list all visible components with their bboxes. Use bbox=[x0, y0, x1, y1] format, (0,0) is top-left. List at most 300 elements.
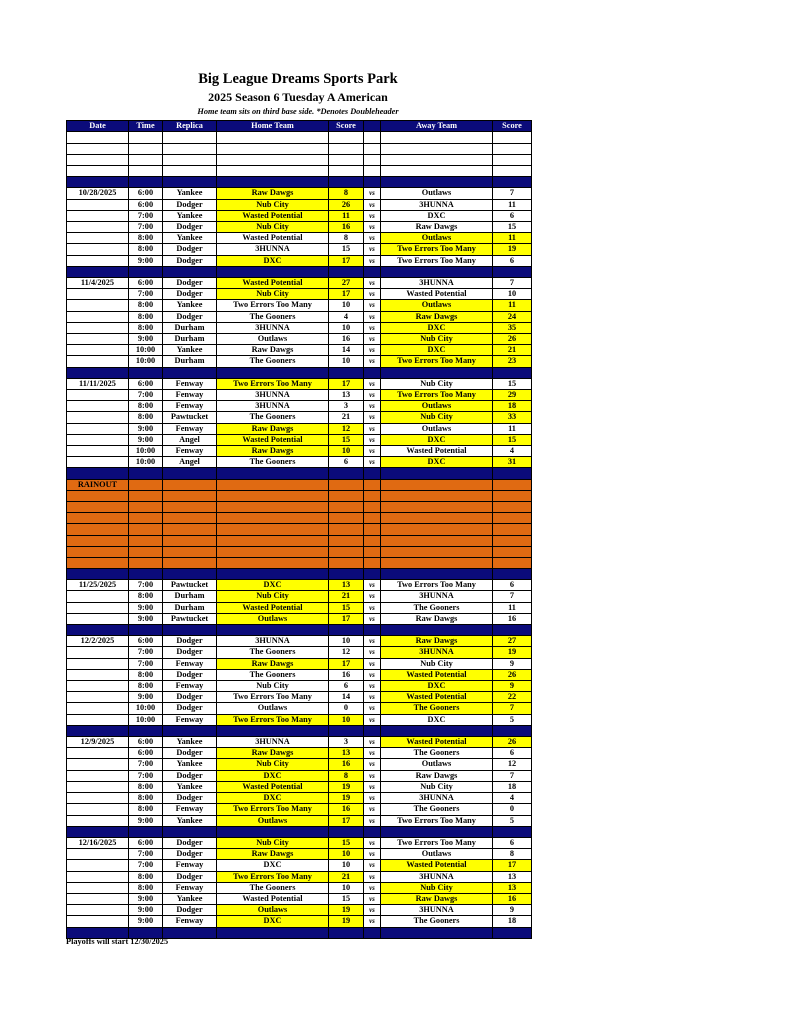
game-time: 7:00 bbox=[129, 658, 163, 669]
separator-cell bbox=[129, 177, 163, 188]
empty-cell bbox=[67, 871, 129, 882]
away-team: Outlaws bbox=[381, 300, 493, 311]
empty-cell bbox=[67, 658, 129, 669]
game-row bbox=[67, 871, 532, 882]
away-team: Outlaws bbox=[381, 759, 493, 770]
game-time: 6:00 bbox=[129, 199, 163, 210]
game-time: 8:00 bbox=[129, 401, 163, 412]
game-time: 6:00 bbox=[129, 748, 163, 759]
rainout-cell bbox=[364, 557, 381, 568]
rainout-cell bbox=[329, 546, 364, 557]
home-team: Nub City bbox=[217, 759, 329, 770]
away-score: 26 bbox=[493, 333, 532, 344]
home-team: Wasted Potential bbox=[217, 233, 329, 244]
home-team: Wasted Potential bbox=[217, 210, 329, 221]
empty-cell bbox=[381, 154, 493, 165]
separator-cell bbox=[67, 569, 129, 580]
game-row bbox=[67, 681, 532, 692]
away-team: DXC bbox=[381, 714, 493, 725]
rainout-cell bbox=[329, 513, 364, 524]
game-row bbox=[67, 905, 532, 916]
empty-cell bbox=[67, 647, 129, 658]
rainout-cell bbox=[493, 535, 532, 546]
replica-field: Yankee bbox=[163, 345, 217, 356]
game-row bbox=[67, 916, 532, 927]
replica-field: Fenway bbox=[163, 681, 217, 692]
vs-label: vs bbox=[364, 434, 381, 445]
game-time: 7:00 bbox=[129, 210, 163, 221]
schedule-header-row bbox=[67, 121, 532, 132]
away-team: The Gooners bbox=[381, 748, 493, 759]
separator-cell bbox=[67, 468, 129, 479]
home-score: 8 bbox=[329, 188, 364, 199]
game-time: 10:00 bbox=[129, 345, 163, 356]
vs-label: vs bbox=[364, 714, 381, 725]
empty-cell bbox=[67, 669, 129, 680]
rainout-cell bbox=[381, 557, 493, 568]
separator-cell bbox=[364, 367, 381, 378]
vs-label: vs bbox=[364, 781, 381, 792]
away-team: Wasted Potential bbox=[381, 692, 493, 703]
week-date: 11/11/2025 bbox=[67, 378, 129, 389]
away-team: Nub City bbox=[381, 412, 493, 423]
separator-cell bbox=[129, 725, 163, 736]
game-row bbox=[67, 804, 532, 815]
home-team: 3HUNNA bbox=[217, 636, 329, 647]
home-score: 8 bbox=[329, 233, 364, 244]
game-time: 8:00 bbox=[129, 793, 163, 804]
vs-label: vs bbox=[364, 445, 381, 456]
replica-field: Yankee bbox=[163, 737, 217, 748]
home-team: Wasted Potential bbox=[217, 434, 329, 445]
game-time: 8:00 bbox=[129, 804, 163, 815]
home-score: 13 bbox=[329, 580, 364, 591]
playoffs-note: Playoffs will start 12/30/2025 bbox=[66, 937, 169, 946]
home-score: 26 bbox=[329, 199, 364, 210]
rainout-cell bbox=[217, 557, 329, 568]
game-time: 8:00 bbox=[129, 311, 163, 322]
away-score: 15 bbox=[493, 434, 532, 445]
away-score: 11 bbox=[493, 602, 532, 613]
vs-label: vs bbox=[364, 591, 381, 602]
game-time: 7:00 bbox=[129, 759, 163, 770]
away-score: 24 bbox=[493, 311, 532, 322]
rainout-cell bbox=[129, 479, 163, 490]
game-time: 6:00 bbox=[129, 277, 163, 288]
page-title: Big League Dreams Sports Park bbox=[198, 71, 398, 87]
empty-cell bbox=[67, 311, 129, 322]
separator-cell bbox=[329, 927, 364, 938]
rainout-cell bbox=[493, 546, 532, 557]
game-row bbox=[67, 233, 532, 244]
away-team: Wasted Potential bbox=[381, 289, 493, 300]
separator-cell bbox=[493, 927, 532, 938]
home-score: 3 bbox=[329, 737, 364, 748]
separator-cell bbox=[381, 367, 493, 378]
game-time: 6:00 bbox=[129, 188, 163, 199]
empty-cell bbox=[67, 333, 129, 344]
game-row bbox=[67, 882, 532, 893]
replica-field: Angel bbox=[163, 434, 217, 445]
away-score: 5 bbox=[493, 815, 532, 826]
away-team: Raw Dawgs bbox=[381, 636, 493, 647]
replica-field: Dodger bbox=[163, 905, 217, 916]
away-team: Wasted Potential bbox=[381, 737, 493, 748]
rainout-cell bbox=[129, 490, 163, 501]
separator-cell bbox=[163, 569, 217, 580]
game-row bbox=[67, 714, 532, 725]
empty-cell bbox=[67, 714, 129, 725]
empty-cell bbox=[163, 154, 217, 165]
away-score: 13 bbox=[493, 882, 532, 893]
vs-label: vs bbox=[364, 804, 381, 815]
empty-cell bbox=[67, 423, 129, 434]
replica-field: Fenway bbox=[163, 401, 217, 412]
home-score: 17 bbox=[329, 658, 364, 669]
separator-cell bbox=[67, 826, 129, 837]
away-score: 6 bbox=[493, 748, 532, 759]
away-score: 18 bbox=[493, 781, 532, 792]
empty-cell bbox=[67, 322, 129, 333]
separator-cell bbox=[493, 725, 532, 736]
replica-field: Pawtucket bbox=[163, 412, 217, 423]
blank-row bbox=[67, 154, 532, 165]
rainout-row bbox=[67, 479, 532, 490]
empty-cell bbox=[329, 154, 364, 165]
game-row bbox=[67, 893, 532, 904]
replica-field: Fenway bbox=[163, 860, 217, 871]
home-score: 4 bbox=[329, 311, 364, 322]
empty-cell bbox=[67, 389, 129, 400]
rainout-row bbox=[67, 524, 532, 535]
replica-field: Dodger bbox=[163, 837, 217, 848]
week-date: 11/4/2025 bbox=[67, 277, 129, 288]
replica-field: Dodger bbox=[163, 793, 217, 804]
replica-field: Dodger bbox=[163, 692, 217, 703]
rainout-row bbox=[67, 535, 532, 546]
game-time: 8:00 bbox=[129, 871, 163, 882]
rainout-cell bbox=[329, 490, 364, 501]
rainout-cell bbox=[163, 501, 217, 512]
replica-field: Yankee bbox=[163, 893, 217, 904]
game-time: 10:00 bbox=[129, 703, 163, 714]
empty-cell bbox=[493, 132, 532, 143]
away-score: 7 bbox=[493, 591, 532, 602]
home-team: Wasted Potential bbox=[217, 602, 329, 613]
separator-cell bbox=[163, 367, 217, 378]
home-team: Two Errors Too Many bbox=[217, 714, 329, 725]
separator-cell bbox=[217, 725, 329, 736]
home-score: 21 bbox=[329, 591, 364, 602]
separator-cell bbox=[364, 625, 381, 636]
away-team: DXC bbox=[381, 434, 493, 445]
away-team: Outlaws bbox=[381, 188, 493, 199]
replica-field: Fenway bbox=[163, 882, 217, 893]
home-score: 10 bbox=[329, 849, 364, 860]
away-score: 7 bbox=[493, 277, 532, 288]
game-row bbox=[67, 860, 532, 871]
away-team: DXC bbox=[381, 345, 493, 356]
replica-field: Angel bbox=[163, 457, 217, 468]
separator-cell bbox=[493, 625, 532, 636]
away-score: 15 bbox=[493, 378, 532, 389]
vs-label: vs bbox=[364, 277, 381, 288]
game-row bbox=[67, 692, 532, 703]
vs-label: vs bbox=[364, 647, 381, 658]
vs-label: vs bbox=[364, 759, 381, 770]
empty-cell bbox=[67, 199, 129, 210]
game-time: 7:00 bbox=[129, 770, 163, 781]
empty-cell bbox=[67, 781, 129, 792]
vs-label: vs bbox=[364, 815, 381, 826]
vs-label: vs bbox=[364, 233, 381, 244]
vs-label: vs bbox=[364, 692, 381, 703]
game-row bbox=[67, 199, 532, 210]
schedule-table bbox=[66, 120, 532, 939]
home-score: 19 bbox=[329, 905, 364, 916]
separator-cell bbox=[217, 927, 329, 938]
empty-cell bbox=[67, 165, 129, 176]
away-score: 19 bbox=[493, 647, 532, 658]
rainout-cell bbox=[129, 513, 163, 524]
empty-cell bbox=[67, 233, 129, 244]
home-score: 13 bbox=[329, 748, 364, 759]
separator-cell bbox=[381, 927, 493, 938]
home-score: 19 bbox=[329, 916, 364, 927]
game-row bbox=[67, 434, 532, 445]
game-time: 8:00 bbox=[129, 244, 163, 255]
away-team: Wasted Potential bbox=[381, 445, 493, 456]
separator-cell bbox=[217, 826, 329, 837]
separator-cell bbox=[329, 367, 364, 378]
away-team: Raw Dawgs bbox=[381, 311, 493, 322]
empty-cell bbox=[364, 132, 381, 143]
away-score: 0 bbox=[493, 804, 532, 815]
empty-cell bbox=[67, 815, 129, 826]
rainout-cell bbox=[381, 513, 493, 524]
rainout-cell bbox=[67, 535, 129, 546]
replica-field: Fenway bbox=[163, 389, 217, 400]
game-row bbox=[67, 815, 532, 826]
separator-cell bbox=[67, 725, 129, 736]
week-date: 11/25/2025 bbox=[67, 580, 129, 591]
empty-cell bbox=[67, 445, 129, 456]
empty-cell bbox=[67, 132, 129, 143]
rainout-cell bbox=[67, 524, 129, 535]
game-row bbox=[67, 580, 532, 591]
home-team: The Gooners bbox=[217, 311, 329, 322]
empty-cell bbox=[67, 143, 129, 154]
replica-field: Fenway bbox=[163, 445, 217, 456]
game-row bbox=[67, 737, 532, 748]
away-team: Two Errors Too Many bbox=[381, 244, 493, 255]
home-team: Raw Dawgs bbox=[217, 748, 329, 759]
empty-cell bbox=[67, 681, 129, 692]
blank-row bbox=[67, 165, 532, 176]
away-score: 18 bbox=[493, 401, 532, 412]
game-time: 8:00 bbox=[129, 591, 163, 602]
away-score: 21 bbox=[493, 345, 532, 356]
home-score: 15 bbox=[329, 893, 364, 904]
replica-field: Yankee bbox=[163, 233, 217, 244]
rainout-cell bbox=[163, 513, 217, 524]
empty-cell bbox=[67, 401, 129, 412]
home-team: DXC bbox=[217, 916, 329, 927]
week-separator bbox=[67, 725, 532, 736]
empty-cell bbox=[381, 165, 493, 176]
vs-label: vs bbox=[364, 882, 381, 893]
empty-cell bbox=[67, 770, 129, 781]
home-score: 17 bbox=[329, 255, 364, 266]
rainout-cell bbox=[163, 557, 217, 568]
vs-label: vs bbox=[364, 703, 381, 714]
vs-label: vs bbox=[364, 658, 381, 669]
empty-cell bbox=[217, 154, 329, 165]
empty-cell bbox=[217, 165, 329, 176]
empty-cell bbox=[217, 132, 329, 143]
empty-cell bbox=[364, 165, 381, 176]
home-team: Two Errors Too Many bbox=[217, 871, 329, 882]
replica-field: Fenway bbox=[163, 714, 217, 725]
home-score: 10 bbox=[329, 882, 364, 893]
home-score: 19 bbox=[329, 793, 364, 804]
home-team: Nub City bbox=[217, 289, 329, 300]
separator-cell bbox=[217, 468, 329, 479]
rainout-cell bbox=[67, 501, 129, 512]
rainout-row bbox=[67, 501, 532, 512]
empty-cell bbox=[67, 412, 129, 423]
away-team: Wasted Potential bbox=[381, 669, 493, 680]
game-time: 8:00 bbox=[129, 300, 163, 311]
home-team: Raw Dawgs bbox=[217, 849, 329, 860]
rainout-cell bbox=[217, 546, 329, 557]
home-team: Raw Dawgs bbox=[217, 188, 329, 199]
away-team: 3HUNNA bbox=[381, 591, 493, 602]
rainout-cell bbox=[163, 479, 217, 490]
home-team: Two Errors Too Many bbox=[217, 378, 329, 389]
separator-cell bbox=[217, 177, 329, 188]
separator-cell bbox=[381, 177, 493, 188]
replica-field: Dodger bbox=[163, 244, 217, 255]
away-score: 23 bbox=[493, 356, 532, 367]
week-separator bbox=[67, 468, 532, 479]
separator-cell bbox=[381, 725, 493, 736]
home-score: 15 bbox=[329, 244, 364, 255]
away-score: 11 bbox=[493, 300, 532, 311]
home-score: 16 bbox=[329, 669, 364, 680]
vs-label: vs bbox=[364, 636, 381, 647]
home-score: 3 bbox=[329, 401, 364, 412]
home-team: Nub City bbox=[217, 221, 329, 232]
game-row bbox=[67, 423, 532, 434]
game-time: 9:00 bbox=[129, 423, 163, 434]
vs-label: vs bbox=[364, 345, 381, 356]
home-team: 3HUNNA bbox=[217, 737, 329, 748]
away-score: 9 bbox=[493, 905, 532, 916]
vs-label: vs bbox=[364, 244, 381, 255]
vs-label: vs bbox=[364, 356, 381, 367]
game-row bbox=[67, 849, 532, 860]
away-score: 18 bbox=[493, 916, 532, 927]
empty-cell bbox=[67, 154, 129, 165]
game-row bbox=[67, 647, 532, 658]
separator-cell bbox=[163, 468, 217, 479]
empty-cell bbox=[329, 132, 364, 143]
vs-label: vs bbox=[364, 322, 381, 333]
away-team: DXC bbox=[381, 457, 493, 468]
away-team: Outlaws bbox=[381, 849, 493, 860]
game-time: 9:00 bbox=[129, 893, 163, 904]
away-team: Two Errors Too Many bbox=[381, 580, 493, 591]
separator-cell bbox=[364, 826, 381, 837]
away-team: Outlaws bbox=[381, 401, 493, 412]
replica-field: Yankee bbox=[163, 188, 217, 199]
replica-field: Dodger bbox=[163, 199, 217, 210]
separator-cell bbox=[129, 266, 163, 277]
rainout-cell bbox=[217, 524, 329, 535]
away-team: 3HUNNA bbox=[381, 277, 493, 288]
away-score: 22 bbox=[493, 692, 532, 703]
away-score: 13 bbox=[493, 871, 532, 882]
vs-label: vs bbox=[364, 837, 381, 848]
game-row bbox=[67, 378, 532, 389]
away-team: 3HUNNA bbox=[381, 647, 493, 658]
vs-label: vs bbox=[364, 748, 381, 759]
replica-field: Dodger bbox=[163, 636, 217, 647]
rainout-cell bbox=[493, 479, 532, 490]
vs-label: vs bbox=[364, 457, 381, 468]
game-time: 7:00 bbox=[129, 860, 163, 871]
rainout-cell bbox=[129, 524, 163, 535]
game-row bbox=[67, 613, 532, 624]
separator-cell bbox=[163, 625, 217, 636]
separator-cell bbox=[329, 826, 364, 837]
game-row bbox=[67, 333, 532, 344]
separator-cell bbox=[67, 625, 129, 636]
away-score: 7 bbox=[493, 188, 532, 199]
col-vs bbox=[364, 121, 381, 132]
game-time: 7:00 bbox=[129, 289, 163, 300]
empty-cell bbox=[67, 793, 129, 804]
away-team: DXC bbox=[381, 210, 493, 221]
rainout-cell bbox=[381, 524, 493, 535]
vs-label: vs bbox=[364, 188, 381, 199]
home-team: Raw Dawgs bbox=[217, 658, 329, 669]
away-score: 6 bbox=[493, 210, 532, 221]
empty-cell bbox=[67, 703, 129, 714]
away-score: 4 bbox=[493, 793, 532, 804]
rainout-cell bbox=[217, 513, 329, 524]
vs-label: vs bbox=[364, 849, 381, 860]
game-time: 9:00 bbox=[129, 255, 163, 266]
page-subtitle: 2025 Season 6 Tuesday A American bbox=[208, 90, 388, 104]
away-team: Wasted Potential bbox=[381, 860, 493, 871]
rainout-cell bbox=[129, 535, 163, 546]
rainout-label: RAINOUT bbox=[67, 479, 129, 490]
rainout-cell bbox=[381, 479, 493, 490]
away-score: 33 bbox=[493, 412, 532, 423]
separator-cell bbox=[381, 266, 493, 277]
rainout-cell bbox=[364, 535, 381, 546]
away-score: 26 bbox=[493, 737, 532, 748]
away-score: 11 bbox=[493, 233, 532, 244]
rainout-cell bbox=[493, 513, 532, 524]
empty-cell bbox=[493, 165, 532, 176]
replica-field: Dodger bbox=[163, 871, 217, 882]
empty-cell bbox=[67, 591, 129, 602]
game-row bbox=[67, 703, 532, 714]
empty-cell bbox=[67, 849, 129, 860]
